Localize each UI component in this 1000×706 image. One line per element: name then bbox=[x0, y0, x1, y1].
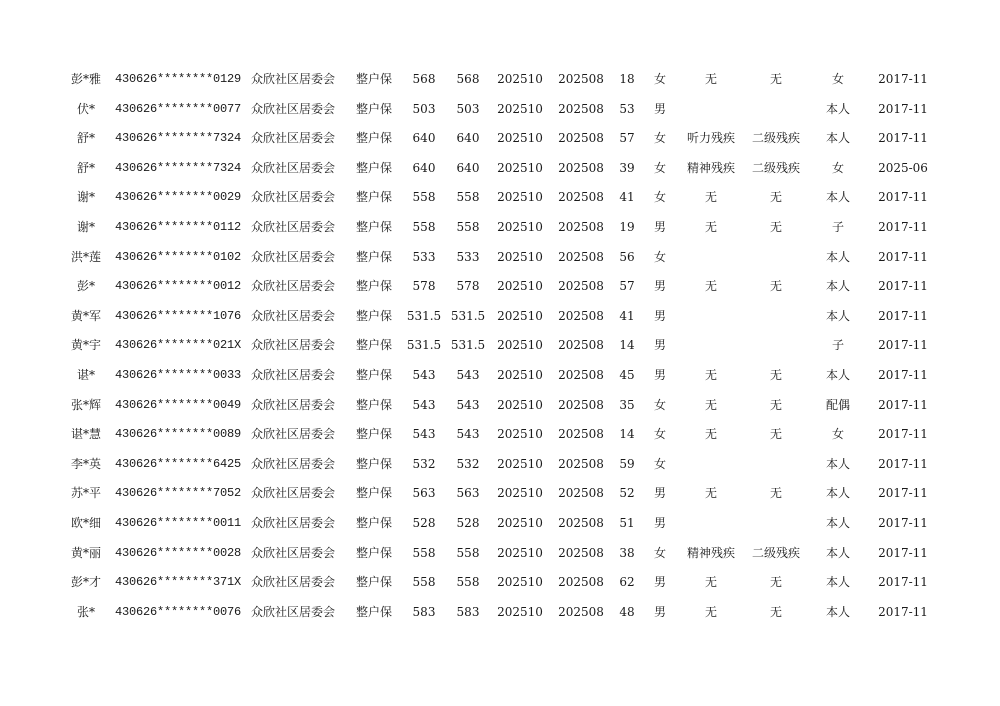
table-row bbox=[0, 391, 1000, 421]
community-cell: 众欣社区居委会 bbox=[250, 101, 336, 116]
community-cell: 众欣社区居委会 bbox=[250, 72, 336, 86]
name-cell: 黄*宇 bbox=[70, 338, 102, 353]
age-cell: 57 bbox=[619, 279, 635, 294]
age-cell: 41 bbox=[619, 190, 635, 205]
amount-cell: 583 bbox=[412, 604, 436, 619]
age-cell: 35 bbox=[619, 397, 635, 412]
amount-cell: 640 bbox=[412, 160, 436, 175]
sex-cell: 女 bbox=[653, 190, 667, 205]
assistance-type-cell: 整户保 bbox=[355, 190, 393, 205]
amount-cell: 533 bbox=[456, 249, 480, 264]
disability-type-cell: 无 bbox=[704, 604, 718, 619]
assistance-type-cell: 整户保 bbox=[355, 249, 393, 264]
table-row bbox=[0, 450, 1000, 480]
id-number-cell: 430626********371X bbox=[114, 575, 242, 590]
community-cell: 众欣社区居委会 bbox=[250, 486, 336, 501]
table-row bbox=[0, 213, 1000, 243]
relation-cell: 本人 bbox=[825, 279, 851, 294]
id-number-cell: 430626********0102 bbox=[114, 249, 242, 264]
age-cell: 41 bbox=[619, 308, 635, 323]
amount-cell: 503 bbox=[456, 101, 480, 116]
month-cell: 202510 bbox=[497, 101, 543, 116]
amount-cell: 558 bbox=[456, 575, 480, 590]
disability-type-cell: 听力残疾 bbox=[686, 131, 736, 146]
amount-cell: 503 bbox=[412, 101, 436, 116]
amount-cell: 543 bbox=[412, 367, 436, 382]
month-cell: 202510 bbox=[497, 249, 543, 264]
date-cell: 2017-11 bbox=[878, 486, 928, 501]
amount-cell: 543 bbox=[456, 367, 480, 382]
amount-cell: 531.5 bbox=[450, 308, 486, 323]
assistance-type-cell: 整户保 bbox=[355, 486, 393, 501]
month-cell: 202510 bbox=[497, 308, 543, 323]
sex-cell: 女 bbox=[653, 456, 667, 471]
disability-type-cell: 无 bbox=[704, 397, 718, 412]
disability-type-cell: 无 bbox=[704, 486, 718, 501]
id-number-cell: 430626********7324 bbox=[114, 131, 242, 146]
month-cell: 202510 bbox=[497, 427, 543, 442]
month-cell: 202508 bbox=[558, 397, 604, 412]
date-cell: 2017-11 bbox=[878, 456, 928, 471]
assistance-type-cell: 整户保 bbox=[355, 101, 393, 116]
amount-cell: 533 bbox=[412, 249, 436, 264]
assistance-type-cell: 整户保 bbox=[355, 160, 393, 175]
amount-cell: 558 bbox=[412, 575, 436, 590]
sex-cell: 男 bbox=[653, 367, 667, 382]
sex-cell: 女 bbox=[653, 249, 667, 264]
disability-type-cell: 精神残疾 bbox=[686, 545, 736, 560]
month-cell: 202510 bbox=[497, 72, 543, 86]
name-cell: 张* bbox=[76, 604, 96, 619]
disability-type-cell: 精神残疾 bbox=[686, 160, 736, 175]
amount-cell: 578 bbox=[456, 279, 480, 294]
sex-cell: 男 bbox=[653, 515, 667, 530]
month-cell: 202508 bbox=[558, 486, 604, 501]
amount-cell: 578 bbox=[412, 279, 436, 294]
month-cell: 202508 bbox=[558, 219, 604, 234]
month-cell: 202508 bbox=[558, 545, 604, 560]
assistance-type-cell: 整户保 bbox=[355, 367, 393, 382]
name-cell: 舒* bbox=[76, 160, 96, 175]
date-cell: 2017-11 bbox=[878, 427, 928, 442]
sex-cell: 女 bbox=[653, 545, 667, 560]
assistance-type-cell: 整户保 bbox=[355, 72, 393, 86]
id-number-cell: 430626********0049 bbox=[114, 397, 242, 412]
id-number-cell: 430626********7324 bbox=[114, 160, 242, 175]
id-number-cell: 430626********0028 bbox=[114, 545, 242, 560]
name-cell: 彭*才 bbox=[70, 575, 102, 590]
month-cell: 202510 bbox=[497, 131, 543, 146]
month-cell: 202508 bbox=[558, 308, 604, 323]
id-number-cell: 430626********7052 bbox=[114, 486, 242, 501]
age-cell: 45 bbox=[619, 367, 635, 382]
sex-cell: 男 bbox=[653, 575, 667, 590]
age-cell: 51 bbox=[619, 515, 635, 530]
age-cell: 39 bbox=[619, 160, 635, 175]
name-cell: 谌* bbox=[76, 367, 96, 382]
month-cell: 202508 bbox=[558, 367, 604, 382]
month-cell: 202510 bbox=[497, 338, 543, 353]
id-number-cell: 430626********0029 bbox=[114, 190, 242, 205]
disability-level-cell: 二级残疾 bbox=[751, 131, 801, 146]
disability-level-cell: 无 bbox=[769, 486, 783, 501]
date-cell: 2017-11 bbox=[878, 575, 928, 590]
table-row bbox=[0, 95, 1000, 125]
name-cell: 苏*平 bbox=[70, 486, 102, 501]
age-cell: 57 bbox=[619, 131, 635, 146]
relation-cell: 本人 bbox=[825, 308, 851, 323]
id-number-cell: 430626********0011 bbox=[114, 515, 242, 530]
sex-cell: 男 bbox=[653, 219, 667, 234]
disability-type-cell: 无 bbox=[704, 190, 718, 205]
assistance-type-cell: 整户保 bbox=[355, 279, 393, 294]
amount-cell: 531.5 bbox=[406, 338, 442, 353]
amount-cell: 640 bbox=[456, 160, 480, 175]
sex-cell: 女 bbox=[653, 397, 667, 412]
age-cell: 19 bbox=[619, 219, 635, 234]
disability-level-cell: 无 bbox=[769, 219, 783, 234]
assistance-type-cell: 整户保 bbox=[355, 575, 393, 590]
community-cell: 众欣社区居委会 bbox=[250, 249, 336, 264]
community-cell: 众欣社区居委会 bbox=[250, 279, 336, 294]
id-number-cell: 430626********0112 bbox=[114, 219, 242, 234]
age-cell: 62 bbox=[619, 575, 635, 590]
amount-cell: 563 bbox=[456, 486, 480, 501]
community-cell: 众欣社区居委会 bbox=[250, 545, 336, 560]
date-cell: 2017-11 bbox=[878, 545, 928, 560]
month-cell: 202508 bbox=[558, 575, 604, 590]
table-row bbox=[0, 154, 1000, 184]
name-cell: 伏* bbox=[76, 101, 96, 116]
sex-cell: 男 bbox=[653, 486, 667, 501]
sex-cell: 女 bbox=[653, 427, 667, 442]
month-cell: 202510 bbox=[497, 545, 543, 560]
amount-cell: 528 bbox=[412, 515, 436, 530]
table-row bbox=[0, 124, 1000, 154]
id-number-cell: 430626********0089 bbox=[114, 427, 242, 442]
relation-cell: 本人 bbox=[825, 575, 851, 590]
community-cell: 众欣社区居委会 bbox=[250, 308, 336, 323]
amount-cell: 558 bbox=[412, 545, 436, 560]
date-cell: 2017-11 bbox=[878, 219, 928, 234]
amount-cell: 543 bbox=[412, 427, 436, 442]
name-cell: 谢* bbox=[76, 219, 96, 234]
disability-level-cell: 无 bbox=[769, 190, 783, 205]
amount-cell: 558 bbox=[412, 219, 436, 234]
assistance-type-cell: 整户保 bbox=[355, 131, 393, 146]
age-cell: 56 bbox=[619, 249, 635, 264]
assistance-type-cell: 整户保 bbox=[355, 308, 393, 323]
relation-cell: 本人 bbox=[825, 456, 851, 471]
name-cell: 谌*慧 bbox=[70, 427, 102, 442]
assistance-type-cell: 整户保 bbox=[355, 219, 393, 234]
relation-cell: 本人 bbox=[825, 101, 851, 116]
amount-cell: 531.5 bbox=[406, 308, 442, 323]
relation-cell: 本人 bbox=[825, 367, 851, 382]
date-cell: 2017-11 bbox=[878, 190, 928, 205]
community-cell: 众欣社区居委会 bbox=[250, 338, 336, 353]
sex-cell: 女 bbox=[653, 72, 667, 86]
amount-cell: 558 bbox=[456, 219, 480, 234]
amount-cell: 558 bbox=[456, 190, 480, 205]
sex-cell: 男 bbox=[653, 338, 667, 353]
id-number-cell: 430626********0012 bbox=[114, 279, 242, 294]
month-cell: 202508 bbox=[558, 160, 604, 175]
date-cell: 2017-11 bbox=[878, 279, 928, 294]
name-cell: 舒* bbox=[76, 131, 96, 146]
assistance-type-cell: 整户保 bbox=[355, 604, 393, 619]
sex-cell: 男 bbox=[653, 604, 667, 619]
sex-cell: 男 bbox=[653, 279, 667, 294]
community-cell: 众欣社区居委会 bbox=[250, 190, 336, 205]
assistance-type-cell: 整户保 bbox=[355, 338, 393, 353]
id-number-cell: 430626********0033 bbox=[114, 367, 242, 382]
month-cell: 202508 bbox=[558, 456, 604, 471]
month-cell: 202508 bbox=[558, 515, 604, 530]
disability-level-cell: 无 bbox=[769, 575, 783, 590]
amount-cell: 568 bbox=[456, 72, 480, 86]
community-cell: 众欣社区居委会 bbox=[250, 604, 336, 619]
date-cell: 2017-11 bbox=[878, 308, 928, 323]
disability-level-cell: 无 bbox=[769, 72, 783, 86]
month-cell: 202508 bbox=[558, 190, 604, 205]
sex-cell: 女 bbox=[653, 160, 667, 175]
disability-level-cell: 无 bbox=[769, 367, 783, 382]
date-cell: 2017-11 bbox=[878, 72, 928, 86]
sex-cell: 女 bbox=[653, 131, 667, 146]
disability-type-cell: 无 bbox=[704, 279, 718, 294]
date-cell: 2017-11 bbox=[878, 515, 928, 530]
date-cell: 2025-06 bbox=[878, 160, 928, 175]
amount-cell: 558 bbox=[412, 190, 436, 205]
month-cell: 202508 bbox=[558, 604, 604, 619]
community-cell: 众欣社区居委会 bbox=[250, 575, 336, 590]
disability-type-cell: 无 bbox=[704, 367, 718, 382]
community-cell: 众欣社区居委会 bbox=[250, 397, 336, 412]
relation-cell: 本人 bbox=[825, 515, 851, 530]
month-cell: 202508 bbox=[558, 131, 604, 146]
table-row bbox=[0, 509, 1000, 539]
amount-cell: 543 bbox=[456, 397, 480, 412]
table-row bbox=[0, 420, 1000, 450]
community-cell: 众欣社区居委会 bbox=[250, 367, 336, 382]
age-cell: 59 bbox=[619, 456, 635, 471]
disability-level-cell: 二级残疾 bbox=[751, 545, 801, 560]
date-cell: 2017-11 bbox=[878, 367, 928, 382]
month-cell: 202510 bbox=[497, 219, 543, 234]
assistance-type-cell: 整户保 bbox=[355, 515, 393, 530]
relation-cell: 本人 bbox=[825, 190, 851, 205]
recipient-table bbox=[0, 65, 1000, 627]
relation-cell: 本人 bbox=[825, 486, 851, 501]
month-cell: 202508 bbox=[558, 101, 604, 116]
amount-cell: 543 bbox=[456, 427, 480, 442]
name-cell: 洪*莲 bbox=[70, 249, 102, 264]
amount-cell: 640 bbox=[412, 131, 436, 146]
relation-cell: 女 bbox=[831, 427, 845, 442]
table-row bbox=[0, 598, 1000, 628]
month-cell: 202510 bbox=[497, 575, 543, 590]
community-cell: 众欣社区居委会 bbox=[250, 131, 336, 146]
id-number-cell: 430626********0076 bbox=[114, 604, 242, 619]
disability-type-cell: 无 bbox=[704, 219, 718, 234]
month-cell: 202510 bbox=[497, 397, 543, 412]
disability-level-cell: 无 bbox=[769, 604, 783, 619]
date-cell: 2017-11 bbox=[878, 338, 928, 353]
amount-cell: 563 bbox=[412, 486, 436, 501]
amount-cell: 543 bbox=[412, 397, 436, 412]
age-cell: 53 bbox=[619, 101, 635, 116]
name-cell: 黄*丽 bbox=[70, 545, 102, 560]
table-row bbox=[0, 65, 1000, 95]
month-cell: 202508 bbox=[558, 279, 604, 294]
amount-cell: 528 bbox=[456, 515, 480, 530]
table-row bbox=[0, 479, 1000, 509]
name-cell: 谢* bbox=[76, 190, 96, 205]
month-cell: 202508 bbox=[558, 427, 604, 442]
date-cell: 2017-11 bbox=[878, 604, 928, 619]
relation-cell: 本人 bbox=[825, 545, 851, 560]
relation-cell: 本人 bbox=[825, 249, 851, 264]
disability-level-cell: 无 bbox=[769, 397, 783, 412]
table-row bbox=[0, 361, 1000, 391]
sex-cell: 男 bbox=[653, 101, 667, 116]
relation-cell: 配偶 bbox=[825, 397, 851, 412]
amount-cell: 532 bbox=[456, 456, 480, 471]
sex-cell: 男 bbox=[653, 308, 667, 323]
month-cell: 202510 bbox=[497, 486, 543, 501]
amount-cell: 558 bbox=[456, 545, 480, 560]
assistance-type-cell: 整户保 bbox=[355, 545, 393, 560]
id-number-cell: 430626********0129 bbox=[114, 72, 242, 86]
month-cell: 202508 bbox=[558, 249, 604, 264]
date-cell: 2017-11 bbox=[878, 249, 928, 264]
date-cell: 2017-11 bbox=[878, 101, 928, 116]
table-row bbox=[0, 243, 1000, 273]
disability-type-cell: 无 bbox=[704, 72, 718, 86]
age-cell: 48 bbox=[619, 604, 635, 619]
name-cell: 李*英 bbox=[70, 456, 102, 471]
relation-cell: 女 bbox=[831, 160, 845, 175]
month-cell: 202508 bbox=[558, 338, 604, 353]
community-cell: 众欣社区居委会 bbox=[250, 456, 336, 471]
assistance-type-cell: 整户保 bbox=[355, 397, 393, 412]
relation-cell: 本人 bbox=[825, 604, 851, 619]
table-row bbox=[0, 272, 1000, 302]
age-cell: 38 bbox=[619, 545, 635, 560]
table-row bbox=[0, 183, 1000, 213]
name-cell: 黄*军 bbox=[70, 308, 102, 323]
disability-level-cell: 无 bbox=[769, 427, 783, 442]
id-number-cell: 430626********1076 bbox=[114, 308, 242, 323]
amount-cell: 531.5 bbox=[450, 338, 486, 353]
relation-cell: 女 bbox=[831, 72, 845, 86]
month-cell: 202510 bbox=[497, 279, 543, 294]
month-cell: 202508 bbox=[558, 72, 604, 86]
id-number-cell: 430626********6425 bbox=[114, 456, 242, 471]
disability-level-cell: 二级残疾 bbox=[751, 160, 801, 175]
amount-cell: 640 bbox=[456, 131, 480, 146]
table-row bbox=[0, 331, 1000, 361]
name-cell: 欧*细 bbox=[70, 515, 102, 530]
month-cell: 202510 bbox=[497, 367, 543, 382]
id-number-cell: 430626********021X bbox=[114, 338, 242, 353]
table-row bbox=[0, 539, 1000, 569]
disability-type-cell: 无 bbox=[704, 427, 718, 442]
table-row bbox=[0, 568, 1000, 598]
relation-cell: 子 bbox=[831, 219, 845, 234]
month-cell: 202510 bbox=[497, 515, 543, 530]
community-cell: 众欣社区居委会 bbox=[250, 427, 336, 442]
disability-level-cell: 无 bbox=[769, 279, 783, 294]
community-cell: 众欣社区居委会 bbox=[250, 219, 336, 234]
relation-cell: 本人 bbox=[825, 131, 851, 146]
name-cell: 张*辉 bbox=[70, 397, 102, 412]
amount-cell: 583 bbox=[456, 604, 480, 619]
date-cell: 2017-11 bbox=[878, 397, 928, 412]
age-cell: 14 bbox=[619, 427, 635, 442]
month-cell: 202510 bbox=[497, 456, 543, 471]
id-number-cell: 430626********0077 bbox=[114, 101, 242, 116]
relation-cell: 子 bbox=[831, 338, 845, 353]
name-cell: 彭*雅 bbox=[70, 72, 102, 86]
community-cell: 众欣社区居委会 bbox=[250, 515, 336, 530]
age-cell: 18 bbox=[619, 72, 635, 86]
month-cell: 202510 bbox=[497, 190, 543, 205]
community-cell: 众欣社区居委会 bbox=[250, 160, 336, 175]
disability-type-cell: 无 bbox=[704, 575, 718, 590]
name-cell: 彭* bbox=[76, 279, 96, 294]
amount-cell: 568 bbox=[412, 72, 436, 86]
month-cell: 202510 bbox=[497, 604, 543, 619]
age-cell: 14 bbox=[619, 338, 635, 353]
amount-cell: 532 bbox=[412, 456, 436, 471]
date-cell: 2017-11 bbox=[878, 131, 928, 146]
assistance-type-cell: 整户保 bbox=[355, 456, 393, 471]
table-row bbox=[0, 302, 1000, 332]
age-cell: 52 bbox=[619, 486, 635, 501]
month-cell: 202510 bbox=[497, 160, 543, 175]
assistance-type-cell: 整户保 bbox=[355, 427, 393, 442]
